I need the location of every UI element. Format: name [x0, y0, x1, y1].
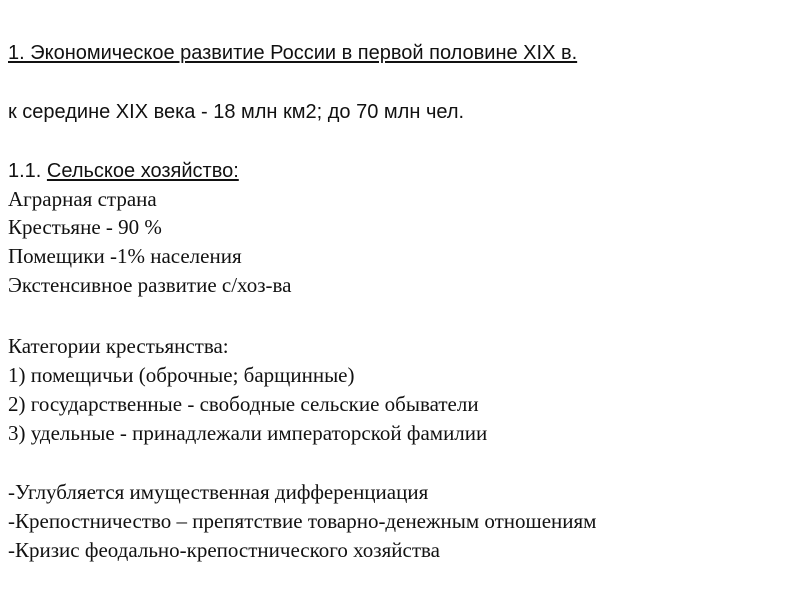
list-item: Экстенсивное развитие с/хоз-ва: [8, 273, 292, 297]
stats-line: к середине XIX века - 18 млн км2; до 70 млн чел.: [8, 101, 465, 123]
list-item: -Крепостничество – препятствие товарно-денежным отношениям: [8, 509, 597, 533]
list-item: 1) помещичьи (оброчные; барщинные): [8, 363, 355, 387]
list-item: -Кризис феодально-крепостнического хозяйства: [8, 538, 440, 562]
section-title: Сельское хозяйство:: [46, 160, 239, 182]
list-item: 2) государственные - свободные сельские обыватели: [8, 392, 479, 416]
section-heading: [8, 158, 239, 184]
section-number: 1.1.: [8, 160, 42, 182]
list-item: Помещики -1% населения: [8, 244, 242, 268]
list-item: Крестьяне - 90 %: [8, 215, 162, 239]
categories-heading: Категории крестьянства:: [8, 334, 229, 358]
slide-title: 1. Экономическое развитие России в первой половине XIX в.: [8, 42, 578, 64]
list-item: Аграрная страна: [8, 187, 157, 211]
list-item: 3) удельные - принадлежали императорской фамилии: [8, 421, 488, 445]
list-item: -Углубляется имущественная дифференциация: [8, 480, 429, 504]
